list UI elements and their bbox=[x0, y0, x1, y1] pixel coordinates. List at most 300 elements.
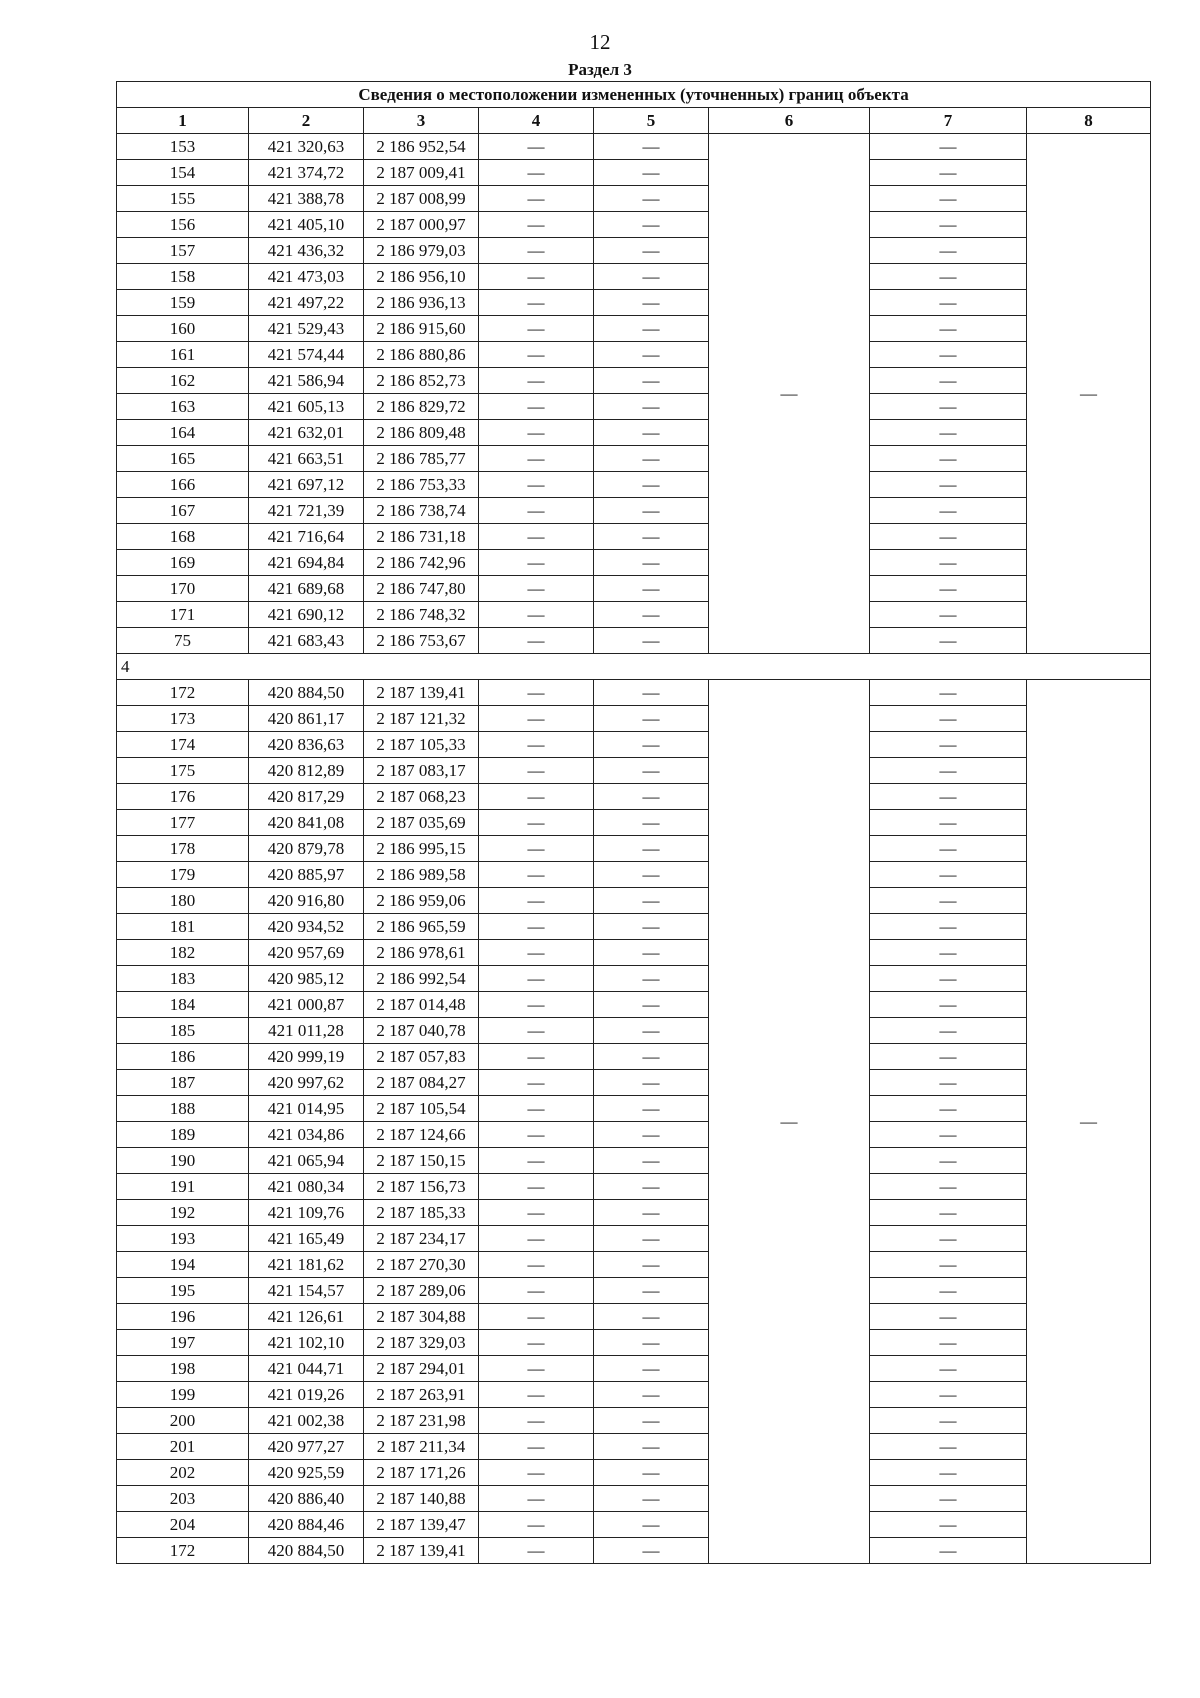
point-number-cell: 183 bbox=[117, 966, 249, 992]
table-row bbox=[117, 1356, 1151, 1382]
x-coordinate-cell: 421 473,03 bbox=[249, 264, 364, 290]
y-coordinate-cell: 2 186 753,67 bbox=[364, 628, 479, 654]
column-header: 1 bbox=[117, 108, 249, 134]
point-number-cell: 172 bbox=[117, 680, 249, 706]
x-coordinate-cell: 421 014,95 bbox=[249, 1096, 364, 1122]
col7-dash-cell: — bbox=[870, 1200, 1027, 1226]
table-row bbox=[117, 1304, 1151, 1330]
table-row bbox=[117, 966, 1151, 992]
point-number-cell: 182 bbox=[117, 940, 249, 966]
col5-dash-cell: — bbox=[594, 1538, 709, 1564]
col5-dash-cell: — bbox=[594, 316, 709, 342]
col5-dash-cell: — bbox=[594, 1148, 709, 1174]
table-row bbox=[117, 1512, 1151, 1538]
col4-dash-cell: — bbox=[479, 680, 594, 706]
x-coordinate-cell: 421 034,86 bbox=[249, 1122, 364, 1148]
x-coordinate-cell: 421 405,10 bbox=[249, 212, 364, 238]
table-row bbox=[117, 1278, 1151, 1304]
x-coordinate-cell: 421 320,63 bbox=[249, 134, 364, 160]
y-coordinate-cell: 2 186 753,33 bbox=[364, 472, 479, 498]
col5-dash-cell: — bbox=[594, 576, 709, 602]
point-number-cell: 191 bbox=[117, 1174, 249, 1200]
y-coordinate-cell: 2 187 270,30 bbox=[364, 1252, 479, 1278]
y-coordinate-cell: 2 187 263,91 bbox=[364, 1382, 479, 1408]
table-row bbox=[117, 1070, 1151, 1096]
column-header: 3 bbox=[364, 108, 479, 134]
x-coordinate-cell: 421 586,94 bbox=[249, 368, 364, 394]
y-coordinate-cell: 2 187 211,34 bbox=[364, 1434, 479, 1460]
col7-dash-cell: — bbox=[870, 1018, 1027, 1044]
point-number-cell: 202 bbox=[117, 1460, 249, 1486]
col4-dash-cell: — bbox=[479, 1226, 594, 1252]
col7-dash-cell: — bbox=[870, 576, 1027, 602]
y-coordinate-cell: 2 186 747,80 bbox=[364, 576, 479, 602]
col7-dash-cell: — bbox=[870, 758, 1027, 784]
point-number-cell: 195 bbox=[117, 1278, 249, 1304]
col4-dash-cell: — bbox=[479, 316, 594, 342]
table-row bbox=[117, 888, 1151, 914]
x-coordinate-cell: 420 985,12 bbox=[249, 966, 364, 992]
col4-dash-cell: — bbox=[479, 290, 594, 316]
col5-dash-cell: — bbox=[594, 498, 709, 524]
y-coordinate-cell: 2 186 992,54 bbox=[364, 966, 479, 992]
coordinates-table bbox=[116, 81, 1151, 1564]
x-coordinate-cell: 420 861,17 bbox=[249, 706, 364, 732]
y-coordinate-cell: 2 187 150,15 bbox=[364, 1148, 479, 1174]
y-coordinate-cell: 2 187 156,73 bbox=[364, 1174, 479, 1200]
col4-dash-cell: — bbox=[479, 1148, 594, 1174]
y-coordinate-cell: 2 186 742,96 bbox=[364, 550, 479, 576]
col7-dash-cell: — bbox=[870, 1122, 1027, 1148]
col8-merged-dash-cell: — bbox=[1027, 680, 1151, 1564]
col4-dash-cell: — bbox=[479, 1252, 594, 1278]
x-coordinate-cell: 421 109,76 bbox=[249, 1200, 364, 1226]
y-coordinate-cell: 2 187 083,17 bbox=[364, 758, 479, 784]
x-coordinate-cell: 420 885,97 bbox=[249, 862, 364, 888]
col4-dash-cell: — bbox=[479, 524, 594, 550]
col4-dash-cell: — bbox=[479, 1434, 594, 1460]
col5-dash-cell: — bbox=[594, 680, 709, 706]
col4-dash-cell: — bbox=[479, 706, 594, 732]
x-coordinate-cell: 420 916,80 bbox=[249, 888, 364, 914]
y-coordinate-cell: 2 187 124,66 bbox=[364, 1122, 479, 1148]
col4-dash-cell: — bbox=[479, 1382, 594, 1408]
y-coordinate-cell: 2 187 105,54 bbox=[364, 1096, 479, 1122]
col5-dash-cell: — bbox=[594, 394, 709, 420]
table-row bbox=[117, 1330, 1151, 1356]
col5-dash-cell: — bbox=[594, 1408, 709, 1434]
col7-dash-cell: — bbox=[870, 290, 1027, 316]
x-coordinate-cell: 421 436,32 bbox=[249, 238, 364, 264]
page-number: 12 bbox=[589, 30, 611, 54]
col5-dash-cell: — bbox=[594, 1486, 709, 1512]
table-row bbox=[117, 498, 1151, 524]
table-row bbox=[117, 1018, 1151, 1044]
col5-dash-cell: — bbox=[594, 342, 709, 368]
table-row bbox=[117, 420, 1151, 446]
point-number-cell: 201 bbox=[117, 1434, 249, 1460]
point-number-cell: 154 bbox=[117, 160, 249, 186]
col6-merged-dash-cell: — bbox=[709, 680, 870, 1564]
col5-dash-cell: — bbox=[594, 1434, 709, 1460]
point-number-cell: 199 bbox=[117, 1382, 249, 1408]
col7-dash-cell: — bbox=[870, 1538, 1027, 1564]
x-coordinate-cell: 421 374,72 bbox=[249, 160, 364, 186]
table-row bbox=[117, 1096, 1151, 1122]
col4-dash-cell: — bbox=[479, 1278, 594, 1304]
x-coordinate-cell: 421 632,01 bbox=[249, 420, 364, 446]
point-number-cell: 176 bbox=[117, 784, 249, 810]
table-row bbox=[117, 1122, 1151, 1148]
y-coordinate-cell: 2 187 140,88 bbox=[364, 1486, 479, 1512]
col4-dash-cell: — bbox=[479, 134, 594, 160]
table-row bbox=[117, 784, 1151, 810]
col7-dash-cell: — bbox=[870, 966, 1027, 992]
point-number-cell: 187 bbox=[117, 1070, 249, 1096]
x-coordinate-cell: 420 999,19 bbox=[249, 1044, 364, 1070]
point-number-cell: 193 bbox=[117, 1226, 249, 1252]
table-row bbox=[117, 1044, 1151, 1070]
part-label: 4 bbox=[117, 654, 1151, 680]
y-coordinate-cell: 2 187 068,23 bbox=[364, 784, 479, 810]
col7-dash-cell: — bbox=[870, 628, 1027, 654]
col7-dash-cell: — bbox=[870, 1148, 1027, 1174]
col7-dash-cell: — bbox=[870, 602, 1027, 628]
table-row bbox=[117, 576, 1151, 602]
y-coordinate-cell: 2 186 829,72 bbox=[364, 394, 479, 420]
col7-dash-cell: — bbox=[870, 1486, 1027, 1512]
col4-dash-cell: — bbox=[479, 186, 594, 212]
point-number-cell: 167 bbox=[117, 498, 249, 524]
column-header: 8 bbox=[1027, 108, 1151, 134]
table-body bbox=[117, 134, 1151, 1564]
x-coordinate-cell: 420 884,50 bbox=[249, 680, 364, 706]
col5-dash-cell: — bbox=[594, 1356, 709, 1382]
column-header-row bbox=[117, 108, 1151, 134]
y-coordinate-cell: 2 187 014,48 bbox=[364, 992, 479, 1018]
y-coordinate-cell: 2 187 040,78 bbox=[364, 1018, 479, 1044]
col7-dash-cell: — bbox=[870, 1278, 1027, 1304]
y-coordinate-cell: 2 187 057,83 bbox=[364, 1044, 479, 1070]
col4-dash-cell: — bbox=[479, 992, 594, 1018]
table-row bbox=[117, 862, 1151, 888]
column-header: 7 bbox=[870, 108, 1027, 134]
col7-dash-cell: — bbox=[870, 368, 1027, 394]
y-coordinate-cell: 2 187 329,03 bbox=[364, 1330, 479, 1356]
column-header: 4 bbox=[479, 108, 594, 134]
col4-dash-cell: — bbox=[479, 940, 594, 966]
point-number-cell: 163 bbox=[117, 394, 249, 420]
point-number-cell: 156 bbox=[117, 212, 249, 238]
table-row bbox=[117, 1174, 1151, 1200]
col7-dash-cell: — bbox=[870, 186, 1027, 212]
x-coordinate-cell: 420 884,50 bbox=[249, 1538, 364, 1564]
col7-dash-cell: — bbox=[870, 784, 1027, 810]
table-row bbox=[117, 394, 1151, 420]
point-number-cell: 153 bbox=[117, 134, 249, 160]
y-coordinate-cell: 2 187 084,27 bbox=[364, 1070, 479, 1096]
y-coordinate-cell: 2 186 952,54 bbox=[364, 134, 479, 160]
col7-dash-cell: — bbox=[870, 810, 1027, 836]
table-row bbox=[117, 1460, 1151, 1486]
point-number-cell: 159 bbox=[117, 290, 249, 316]
col5-dash-cell: — bbox=[594, 212, 709, 238]
point-number-cell: 175 bbox=[117, 758, 249, 784]
point-number-cell: 196 bbox=[117, 1304, 249, 1330]
col4-dash-cell: — bbox=[479, 212, 594, 238]
x-coordinate-cell: 421 529,43 bbox=[249, 316, 364, 342]
x-coordinate-cell: 421 154,57 bbox=[249, 1278, 364, 1304]
y-coordinate-cell: 2 187 121,32 bbox=[364, 706, 479, 732]
y-coordinate-cell: 2 186 785,77 bbox=[364, 446, 479, 472]
col7-dash-cell: — bbox=[870, 264, 1027, 290]
point-number-cell: 160 bbox=[117, 316, 249, 342]
table-row bbox=[117, 212, 1151, 238]
table-row bbox=[117, 160, 1151, 186]
point-number-cell: 194 bbox=[117, 1252, 249, 1278]
col7-dash-cell: — bbox=[870, 1460, 1027, 1486]
point-number-cell: 204 bbox=[117, 1512, 249, 1538]
col7-dash-cell: — bbox=[870, 940, 1027, 966]
col7-dash-cell: — bbox=[870, 394, 1027, 420]
table-row bbox=[117, 238, 1151, 264]
col5-dash-cell: — bbox=[594, 1096, 709, 1122]
x-coordinate-cell: 420 817,29 bbox=[249, 784, 364, 810]
table-row bbox=[117, 1382, 1151, 1408]
col5-dash-cell: — bbox=[594, 238, 709, 264]
col5-dash-cell: — bbox=[594, 1018, 709, 1044]
col5-dash-cell: — bbox=[594, 810, 709, 836]
point-number-cell: 198 bbox=[117, 1356, 249, 1382]
x-coordinate-cell: 421 126,61 bbox=[249, 1304, 364, 1330]
table-row bbox=[117, 1408, 1151, 1434]
col5-dash-cell: — bbox=[594, 1512, 709, 1538]
col4-dash-cell: — bbox=[479, 1174, 594, 1200]
table-row bbox=[117, 1252, 1151, 1278]
col5-dash-cell: — bbox=[594, 264, 709, 290]
y-coordinate-cell: 2 186 995,15 bbox=[364, 836, 479, 862]
y-coordinate-cell: 2 186 809,48 bbox=[364, 420, 479, 446]
y-coordinate-cell: 2 187 035,69 bbox=[364, 810, 479, 836]
col4-dash-cell: — bbox=[479, 342, 594, 368]
col7-dash-cell: — bbox=[870, 212, 1027, 238]
x-coordinate-cell: 421 497,22 bbox=[249, 290, 364, 316]
table-row bbox=[117, 1148, 1151, 1174]
col5-dash-cell: — bbox=[594, 1382, 709, 1408]
col7-dash-cell: — bbox=[870, 1174, 1027, 1200]
col5-dash-cell: — bbox=[594, 966, 709, 992]
col5-dash-cell: — bbox=[594, 472, 709, 498]
point-number-cell: 178 bbox=[117, 836, 249, 862]
x-coordinate-cell: 421 605,13 bbox=[249, 394, 364, 420]
col5-dash-cell: — bbox=[594, 1252, 709, 1278]
x-coordinate-cell: 420 812,89 bbox=[249, 758, 364, 784]
point-number-cell: 157 bbox=[117, 238, 249, 264]
col5-dash-cell: — bbox=[594, 1200, 709, 1226]
col4-dash-cell: — bbox=[479, 914, 594, 940]
y-coordinate-cell: 2 187 231,98 bbox=[364, 1408, 479, 1434]
table-row bbox=[117, 446, 1151, 472]
point-number-cell: 171 bbox=[117, 602, 249, 628]
x-coordinate-cell: 420 977,27 bbox=[249, 1434, 364, 1460]
point-number-cell: 169 bbox=[117, 550, 249, 576]
col5-dash-cell: — bbox=[594, 602, 709, 628]
point-number-cell: 173 bbox=[117, 706, 249, 732]
col4-dash-cell: — bbox=[479, 1356, 594, 1382]
x-coordinate-cell: 420 841,08 bbox=[249, 810, 364, 836]
col7-dash-cell: — bbox=[870, 160, 1027, 186]
x-coordinate-cell: 421 002,38 bbox=[249, 1408, 364, 1434]
point-number-cell: 75 bbox=[117, 628, 249, 654]
col8-merged-dash-cell: — bbox=[1027, 134, 1151, 654]
y-coordinate-cell: 2 187 139,41 bbox=[364, 1538, 479, 1564]
col4-dash-cell: — bbox=[479, 810, 594, 836]
col4-dash-cell: — bbox=[479, 472, 594, 498]
col5-dash-cell: — bbox=[594, 1070, 709, 1096]
x-coordinate-cell: 421 165,49 bbox=[249, 1226, 364, 1252]
col4-dash-cell: — bbox=[479, 394, 594, 420]
table-row bbox=[117, 342, 1151, 368]
y-coordinate-cell: 2 187 000,97 bbox=[364, 212, 479, 238]
col7-dash-cell: — bbox=[870, 706, 1027, 732]
col7-dash-cell: — bbox=[870, 1226, 1027, 1252]
y-coordinate-cell: 2 187 008,99 bbox=[364, 186, 479, 212]
x-coordinate-cell: 421 080,34 bbox=[249, 1174, 364, 1200]
y-coordinate-cell: 2 186 979,03 bbox=[364, 238, 479, 264]
x-coordinate-cell: 420 886,40 bbox=[249, 1486, 364, 1512]
col5-dash-cell: — bbox=[594, 914, 709, 940]
point-number-cell: 188 bbox=[117, 1096, 249, 1122]
col7-dash-cell: — bbox=[870, 1330, 1027, 1356]
col7-dash-cell: — bbox=[870, 472, 1027, 498]
table-row bbox=[117, 134, 1151, 160]
col5-dash-cell: — bbox=[594, 160, 709, 186]
col5-dash-cell: — bbox=[594, 290, 709, 316]
table-row bbox=[117, 368, 1151, 394]
y-coordinate-cell: 2 186 748,32 bbox=[364, 602, 479, 628]
col7-dash-cell: — bbox=[870, 316, 1027, 342]
col4-dash-cell: — bbox=[479, 576, 594, 602]
point-number-cell: 200 bbox=[117, 1408, 249, 1434]
y-coordinate-cell: 2 187 105,33 bbox=[364, 732, 479, 758]
col7-dash-cell: — bbox=[870, 1044, 1027, 1070]
col5-dash-cell: — bbox=[594, 784, 709, 810]
point-number-cell: 166 bbox=[117, 472, 249, 498]
point-number-cell: 164 bbox=[117, 420, 249, 446]
col7-dash-cell: — bbox=[870, 420, 1027, 446]
col4-dash-cell: — bbox=[479, 784, 594, 810]
col5-dash-cell: — bbox=[594, 940, 709, 966]
x-coordinate-cell: 421 102,10 bbox=[249, 1330, 364, 1356]
x-coordinate-cell: 421 716,64 bbox=[249, 524, 364, 550]
point-number-cell: 181 bbox=[117, 914, 249, 940]
col4-dash-cell: — bbox=[479, 1538, 594, 1564]
x-coordinate-cell: 421 019,26 bbox=[249, 1382, 364, 1408]
table-row bbox=[117, 472, 1151, 498]
y-coordinate-cell: 2 186 852,73 bbox=[364, 368, 479, 394]
col5-dash-cell: — bbox=[594, 1278, 709, 1304]
col5-dash-cell: — bbox=[594, 1044, 709, 1070]
col4-dash-cell: — bbox=[479, 550, 594, 576]
y-coordinate-cell: 2 186 880,86 bbox=[364, 342, 479, 368]
y-coordinate-cell: 2 187 139,41 bbox=[364, 680, 479, 706]
y-coordinate-cell: 2 187 185,33 bbox=[364, 1200, 479, 1226]
col4-dash-cell: — bbox=[479, 1486, 594, 1512]
x-coordinate-cell: 421 044,71 bbox=[249, 1356, 364, 1382]
col4-dash-cell: — bbox=[479, 1330, 594, 1356]
col5-dash-cell: — bbox=[594, 524, 709, 550]
col7-dash-cell: — bbox=[870, 732, 1027, 758]
col4-dash-cell: — bbox=[479, 1096, 594, 1122]
col4-dash-cell: — bbox=[479, 1200, 594, 1226]
col5-dash-cell: — bbox=[594, 888, 709, 914]
col4-dash-cell: — bbox=[479, 238, 594, 264]
col5-dash-cell: — bbox=[594, 1460, 709, 1486]
point-number-cell: 203 bbox=[117, 1486, 249, 1512]
table-row bbox=[117, 810, 1151, 836]
col4-dash-cell: — bbox=[479, 368, 594, 394]
y-coordinate-cell: 2 187 139,47 bbox=[364, 1512, 479, 1538]
y-coordinate-cell: 2 186 978,61 bbox=[364, 940, 479, 966]
col4-dash-cell: — bbox=[479, 420, 594, 446]
y-coordinate-cell: 2 187 294,01 bbox=[364, 1356, 479, 1382]
table-row bbox=[117, 1200, 1151, 1226]
point-number-cell: 161 bbox=[117, 342, 249, 368]
x-coordinate-cell: 421 011,28 bbox=[249, 1018, 364, 1044]
table-row bbox=[117, 914, 1151, 940]
y-coordinate-cell: 2 187 171,26 bbox=[364, 1460, 479, 1486]
col7-dash-cell: — bbox=[870, 1096, 1027, 1122]
section-title: Раздел 3 bbox=[568, 60, 632, 79]
point-number-cell: 177 bbox=[117, 810, 249, 836]
col4-dash-cell: — bbox=[479, 862, 594, 888]
col5-dash-cell: — bbox=[594, 550, 709, 576]
point-number-cell: 172 bbox=[117, 1538, 249, 1564]
col7-dash-cell: — bbox=[870, 1304, 1027, 1330]
point-number-cell: 162 bbox=[117, 368, 249, 394]
x-coordinate-cell: 420 997,62 bbox=[249, 1070, 364, 1096]
col5-dash-cell: — bbox=[594, 628, 709, 654]
x-coordinate-cell: 421 689,68 bbox=[249, 576, 364, 602]
x-coordinate-cell: 421 000,87 bbox=[249, 992, 364, 1018]
col4-dash-cell: — bbox=[479, 1512, 594, 1538]
point-number-cell: 168 bbox=[117, 524, 249, 550]
col7-dash-cell: — bbox=[870, 680, 1027, 706]
x-coordinate-cell: 421 683,43 bbox=[249, 628, 364, 654]
table-row bbox=[117, 316, 1151, 342]
x-coordinate-cell: 421 721,39 bbox=[249, 498, 364, 524]
point-number-cell: 186 bbox=[117, 1044, 249, 1070]
col4-dash-cell: — bbox=[479, 160, 594, 186]
x-coordinate-cell: 421 181,62 bbox=[249, 1252, 364, 1278]
table-row bbox=[117, 680, 1151, 706]
y-coordinate-cell: 2 187 289,06 bbox=[364, 1278, 479, 1304]
point-number-cell: 189 bbox=[117, 1122, 249, 1148]
col5-dash-cell: — bbox=[594, 134, 709, 160]
x-coordinate-cell: 420 934,52 bbox=[249, 914, 364, 940]
x-coordinate-cell: 421 065,94 bbox=[249, 1148, 364, 1174]
table-row bbox=[117, 836, 1151, 862]
col4-dash-cell: — bbox=[479, 1122, 594, 1148]
col5-dash-cell: — bbox=[594, 758, 709, 784]
x-coordinate-cell: 421 574,44 bbox=[249, 342, 364, 368]
col7-dash-cell: — bbox=[870, 1408, 1027, 1434]
part-label-row bbox=[117, 654, 1151, 680]
col4-dash-cell: — bbox=[479, 1460, 594, 1486]
table-row bbox=[117, 602, 1151, 628]
col5-dash-cell: — bbox=[594, 836, 709, 862]
col7-dash-cell: — bbox=[870, 1512, 1027, 1538]
